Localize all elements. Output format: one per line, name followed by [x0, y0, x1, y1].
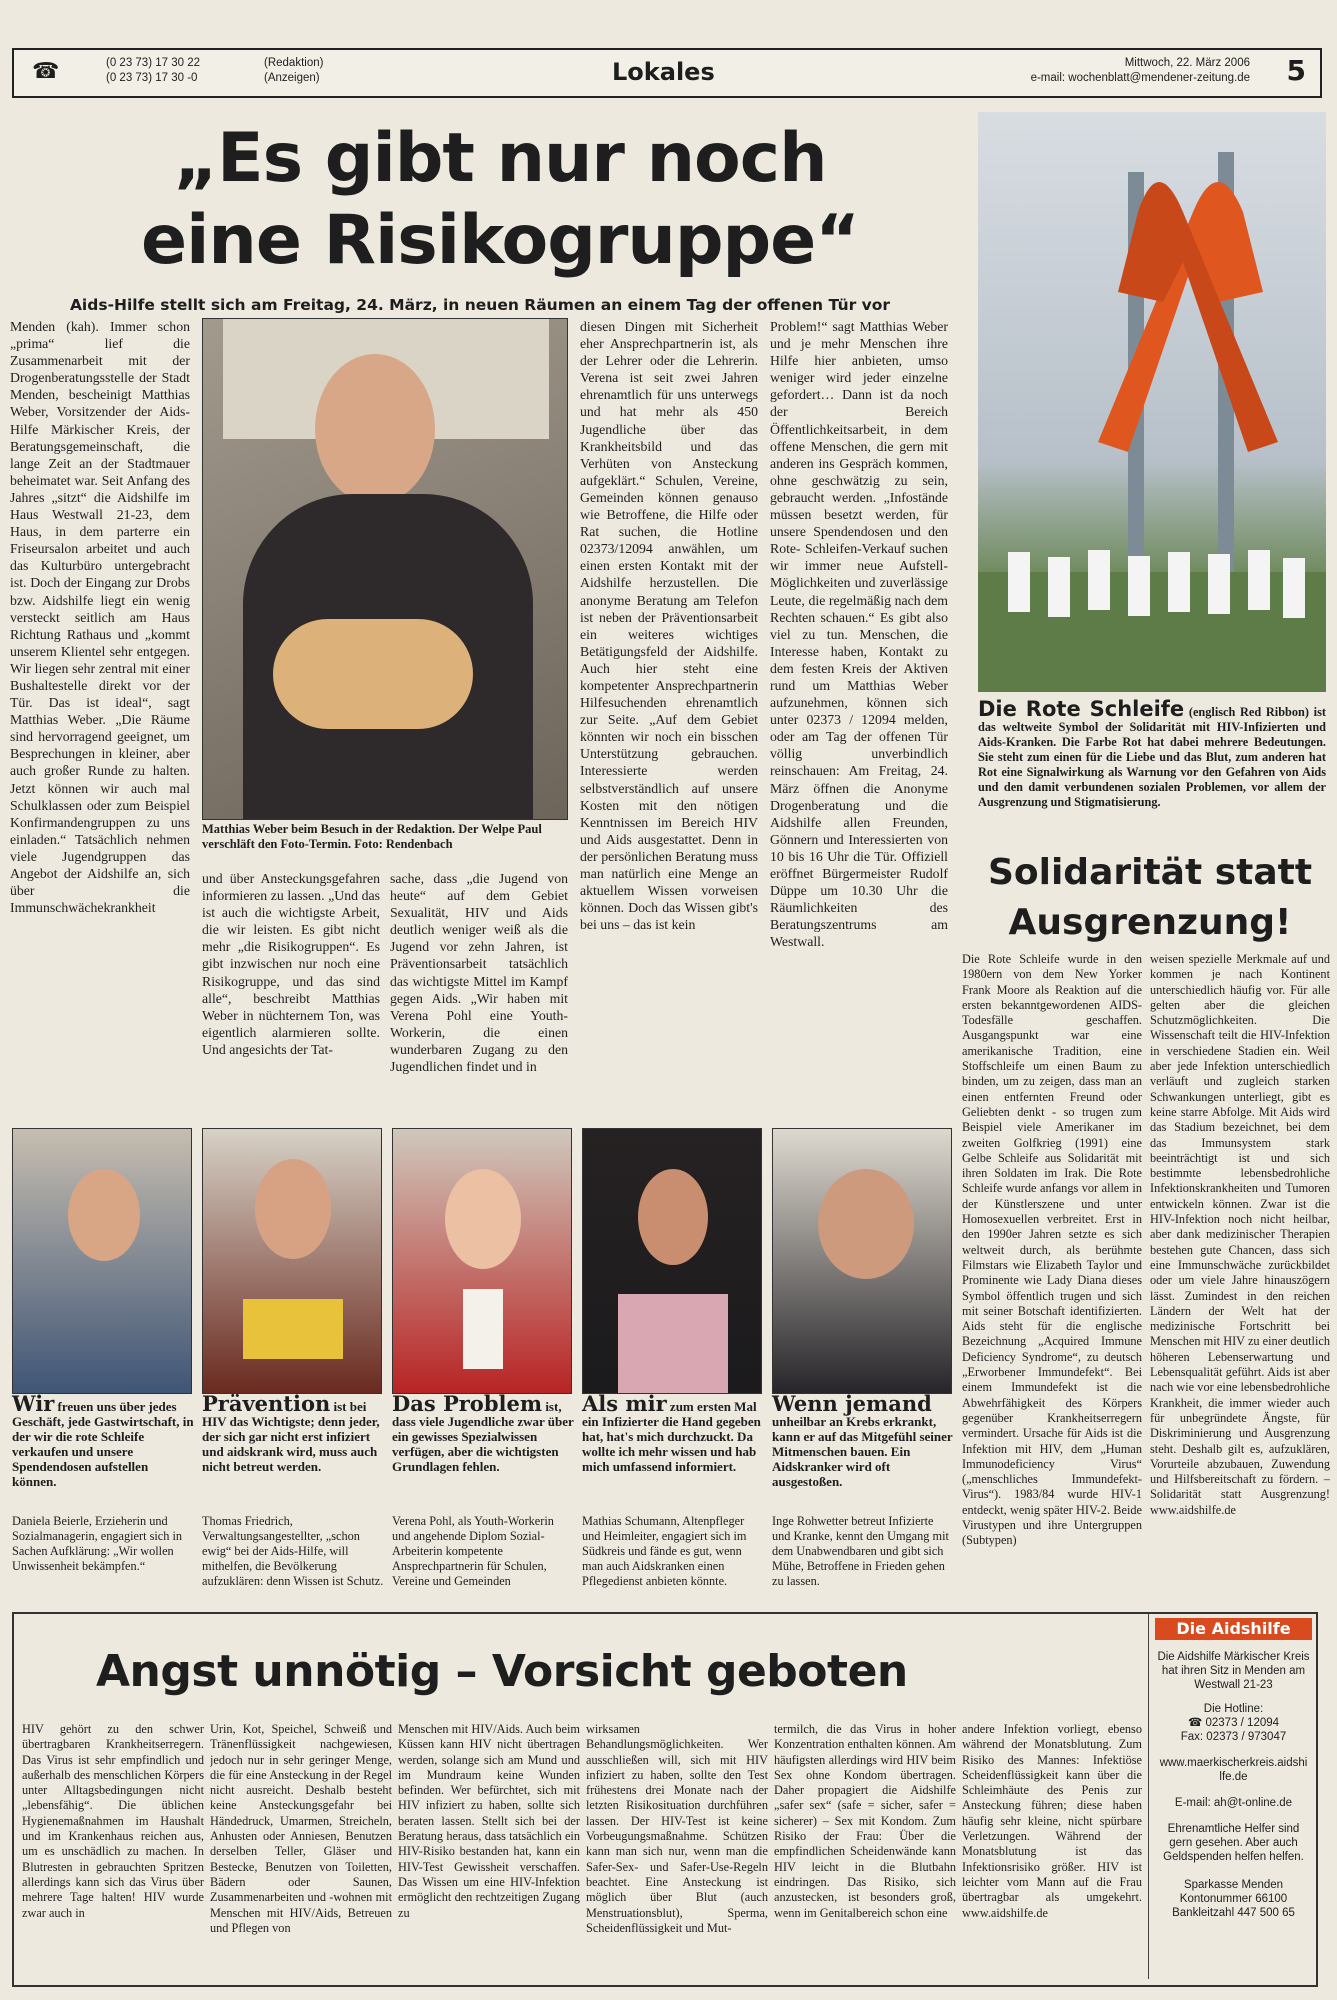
person-bio: Daniela Beierle, Erzieherin und Sozialmanagerin, engagiert sich in Sachen Aufklärung: „Wir wollen Unwissenheit bekämpfen.“ [12, 1514, 183, 1573]
quote-text: zum ersten Mal ein Infizierter die Hand gegeben hat, hat's mich durchzuckt. Da wollte ich mehr wissen und hab mich umfassend informiert. [582, 1399, 761, 1474]
face-shape [638, 1169, 708, 1265]
person-bio: Inge Rohwetter betreut Infizierte und Kranke, kennt den Umgang mit dem Unabwendbaren und gibt sich Mühe, Betroffene in Frieden gehen zu lassen. [772, 1514, 949, 1588]
hotline-number: ☎ 02373 / 12094 [1187, 1717, 1280, 1729]
phone-redaktion: (0 23 73) 17 30 22 [106, 57, 200, 69]
person-bio: Mathias Schumann, Altenpfleger und Heimleiter, engagiert sich im Südkreis und fände es gut, wenn man auch Aidskranken einen Pflegedienst anbieten könnte. [582, 1514, 747, 1588]
headline-line2: eine Risikogruppe“ [141, 201, 859, 280]
quote-praevention [202, 1391, 384, 1474]
photo-mathias-schumann [582, 1128, 762, 1394]
solidarity-column-2: weisen spezielle Merkmale auf und kommen je nach Kontinent unterschiedlich häufig vor. Für alle gelten aber die gleichen Schutzmöglichkeiten. Die Wissenschaft teilt die HIV-Infektion in verschiedene Stadien ein. Weil aber jede Infektion unterschiedlich verläuft und zugleich starken Schwankungen unterliegt, gibt es keine starre Abfolge. Mit Aids wird das Stadium bezeichnet, bei dem das Immunsystem stark beeinträchtigt ist und sich bestimmte lebensbedrohliche Infektionskrankheiten und Tumoren entwickeln können. Zwar ist die HIV-Infektion noch nicht heilbar, aber dank medizinischer Therapien bestehen gute Chancen, dass sich eine Immunschwäche zurückbildet oder um viele Jahre hinauszögern lässt. Zumindest in den reichen Ländern der Welt hat der medizinische Fortschritt bei Menschen mit HIV zu einer deutlich höheren Lebenserwartung und Lebensqualität geführt. Aids ist aber nach wie vor eine lebensbedrohliche Krankheit, die immer wieder auch für unbegründete Ängste, für Diskriminierung und Ausgrenzung steht. Deshalb gilt es, aufzuklären, Vorurteile abzubauen, Zuwendung und Hilfsbereitschaft zu fördern. – Solidarität statt Ausgrenzung! www.aidshilfe.de [1150, 952, 1330, 1517]
article-column-3: sache, dass „die Jugend von heute“ auf dem Gebiet Sexualität, HIV und Aids deutlich weniger weiß als die Jugend vor zehn Jahren, ist Präventionsarbeit tatsächlich das wichtigste Mittel im Kampf gegen Aids. „Wir haben mit Verena Pohl eine Youth-Workerin, die einen wunderbaren Zugang zu den Jugendlichen findet und in [390, 871, 568, 1075]
bottom-column-4: wirksamen Behandlungsmöglichkeiten. Wer ausschließen will, sich mit HIV infiziert zu haben, sollte den Test frühestens drei Monate nach der letzten Risikosituation durchführen lassen. Der HIV-Test ist keine Vorbeugungsmaßnahme. Schützen kann man sich nur, wenn man die Safer-Sex- und Safer-Use-Regeln beachtet. Eine Ansteckung ist möglich über Blut (auch Menstruationsblut), Sperma, Scheidenflüssigkeit und Mut- [586, 1722, 768, 1935]
date-email [1031, 56, 1250, 86]
bank-code: Bankleitzahl 447 500 65 [1172, 1907, 1295, 1919]
photo-daniela-beierle [12, 1128, 192, 1394]
quote-keyword: Das Problem [392, 1391, 543, 1416]
kind-anzeigen: (Anzeigen) [264, 72, 320, 84]
hotline-label: Die Hotline: [1203, 1703, 1264, 1715]
article-column-2: und über Ansteckungsgefahren informieren zu lassen. „Und das ist auch die wichtigste Arbeit, die wir leisten. Es gibt nicht mehr „die Risikogruppen“. Es gibt inzwischen nur noch eine Risikogruppe, und das sind alle“, beschreibt Matthias Weber in nüchternem Ton, was eigentlich alarmieren sollte. Und angesichts der Tat- [202, 871, 380, 1057]
article-column-4: diesen Dingen mit Sicherheit eher Ansprechpartnerin ist, als der Lehrer oder die Lehrerin. Verena ist seit zwei Jahren ehrenamtlich für uns unterwegs und hat mehr als 450 Jugendliche über das Krankheitsbild und das Verhüten von Ansteckung aufgeklärt.“ Schulen, Vereine, Gemeinden können genauso wie Betroffene, die Hilfe oder Rat suchen, die Hotline 02373/12094 anwählen, um einen ersten Kontakt mit der Aidshilfe herzustellen. Die anonyme Beratung am Telefon ist neben der Präventionsarbeit ein weiteres wichtiges Betätigungsfeld der Aidshilfe. Auch hier steht eine kompetenter Ansprechpartnerin Hilfesuchenden ehrenamtlich zur Seite. „Auf dem Gebiet könnten wir noch ein bisschen Unterstützung gebrauchen. Interessierte werden selbstverständlich auf unsere Kosten mit den nötigen Kenntnissen im Bereich HIV und Aids ausgestattet. Denn in der persönlichen Beratung muss man natürlich eine Menge an aktuellem Wissen vorweisen können. Doch das Wissen gibt's bei uns – das ist kein [580, 319, 758, 933]
phone-numbers [106, 56, 200, 86]
person-bio: Verena Pohl, als Youth-Workerin und angehende Diplom Sozial-Arbeiterin kompetente Ansprechpartnerin für Schulen, Vereine und Gemeinden [392, 1514, 554, 1588]
ribbon-caption-text: ist das weltweite Symbol der Solidarität mit HIV-Infizierten und Aids-Kranken. Die Farbe Rot hat dabei mehrere Bedeutungen. Sie steht zum einen für die Liebe und das Blut, zum anderen hat Rot eine Signalwirkung als Warnung vor den Gefahren von Aids und den damit verbundenen sozialen Problemen, vor allem der Ausgrenzung und Stigmatisierung. [978, 705, 1326, 809]
shirt-shape [463, 1289, 503, 1369]
quote-als-mir [582, 1391, 764, 1474]
photo-caption: Matthias Weber beim Besuch in der Redaktion. Der Welpe Paul verschläft den Foto-Termin. Foto: Rendenbach [202, 822, 542, 851]
aidshilfe-banner: Die Aidshilfe [1155, 1618, 1312, 1640]
bottom-column-1: HIV gehört zu den schwer übertragbaren Krankheitserregern. Das Virus ist sehr empfindlich und außerhalb des menschlichen Körpers unter Alltagsbedingungen nicht „lebensfähig“. Die üblichen Hygienemaßnahmen im Haushalt und im Krankenhaus reichen aus, um es unschädlich zu machen. In Blutresten in gebrauchten Spritzen allerdings kann sich das Virus über mehrere Tage halten! HIV wurde zwar auch in [22, 1722, 204, 1920]
email-address: e-mail: wochenblatt@mendener-zeitung.de [1030, 72, 1250, 84]
bottom-column-3: Menschen mit HIV/Aids. Auch beim Küssen kann HIV nicht übertragen werden, solange sich am Mund und im Mundraum keine Wunden befinden. Wer befürchtet, sich mit HIV infiziert zu haben, sollte sich beraten lassen. Stellt sich bei der Beratung heraus, dass tatsächlich ein HIV-Risiko bestanden hat, kann ein HIV-Test Gewissheit verschaffen. Das Wissen um eine HIV-Infektion ermöglicht den rechtzeitigen Zugang zu [398, 1722, 580, 1920]
helpers-note: Ehrenamtliche Helfer sind gern gesehen. Aber auch Geldspenden helfen helfen. [1163, 1823, 1304, 1863]
section-title: Lokales [612, 58, 715, 86]
quote-keyword: Wenn jemand [772, 1391, 932, 1416]
photo-verena-pohl [392, 1128, 572, 1394]
red-ribbon-icon [978, 112, 1326, 692]
photo-inge-rohwetter [772, 1128, 952, 1394]
face-shape [818, 1169, 914, 1279]
ribbon-caption [978, 697, 1326, 810]
face-shape [255, 1159, 331, 1259]
quote-problem [392, 1391, 574, 1474]
kind-redaktion: (Redaktion) [264, 57, 324, 69]
masthead [12, 48, 1322, 98]
headline [70, 118, 930, 282]
photo-matthias-weber [202, 318, 568, 820]
bank-account: Kontonummer 66100 [1179, 1893, 1288, 1905]
ribbon-caption-paren: (englisch Red Ribbon) [1188, 705, 1309, 719]
solidarity-line2: Ausgrenzung! [1008, 902, 1292, 943]
bottom-headline: Angst unnötig – Vorsicht geboten [96, 1646, 908, 1697]
ribbon-caption-title: Die Rote Schleife [978, 697, 1185, 721]
bottom-column-2: Urin, Kot, Speichel, Schweiß und Tränenflüssigkeit nachgewiesen, jedoch nur in sehr geringer Menge, die für eine Ansteckung in der Regel nicht ausreicht. Deshalb besteht keine Ansteckungsgefahr bei Händedruck, Umarmen, Streicheln, Anhusten oder Anniesen, Benutzen derselben Teller, Gläser und Bestecke, Benutzen von Toiletten, Bädern oder Saunen, Zusammenarbeiten und -wohnen mit Menschen mit HIV/Aids, Betreuen und Pflegen von [210, 1722, 392, 1935]
article-column-1: Menden (kah). Immer schon „prima“ lief die Zusammenarbeit mit der Drogenberatungsstelle der Stadt Menden, bescheinigt Matthias Weber, Vorsitzender der Aids-Hilfe Märkischer Kreis, der Beratungsgemeinschaft, die lange Zeit an der Stadtmauer beheimatet war. Seit Anfang des Jahres „sitzt“ die Aidshilfe im Haus Westwall 21-23, dem Haus, in dem parterre ein Friseursalon arbeitet und auch das Kulturbüro untergebracht ist. Doch der Eingang zur Drobs bzw. Aidshilfe liegt ein wenig versteckt seitlich am Haus Richtung Rathaus und „kommt unserem Klientel sehr entgegen. Wir liegen sehr zentral mit einer Bushaltestelle direkt vor der Tür. Das ist ideal“, sagt Matthias Weber. „Die Räume sind hervorragend geeignet, um Besprechungen in kleiner, aber auch großer Runde zu halten. Jetzt können wir auch mal Schulklassen oder zum Beispiel Konfirmandengruppen zu uns einladen.“ Tatsächlich nehmen viele Jugendgruppen das Angebot der Aidshilfe an, sich über die Immunschwächekrankheit [10, 319, 190, 916]
quote-text: unheilbar an Krebs erkrankt, kann er auf das Mitgefühl seiner Mitmenschen bauen. Ein Aidskranker wird oft ausgestoßen. [772, 1414, 953, 1489]
aidshilfe-intro: Die Aidshilfe Märkischer Kreis hat ihren Sitz in Menden am Westwall 21-23 [1157, 1651, 1310, 1691]
quote-text: freuen uns über jedes Geschäft, jede Gastwirtschaft, in der wir die rote Schleife verkaufen und unsere Spendendosen aufstellen können. [12, 1399, 194, 1489]
photo-thomas-friedrich [202, 1128, 382, 1394]
fax-number: Fax: 02373 / 973047 [1180, 1731, 1287, 1743]
quote-keyword: Wir [12, 1391, 55, 1416]
quote-wenn-jemand [772, 1391, 954, 1489]
solidarity-headline [958, 848, 1337, 948]
photo-red-ribbon [978, 112, 1326, 692]
quote-keyword: Als mir [582, 1391, 667, 1416]
shirt-shape [243, 1299, 343, 1359]
quote-text: ist bei HIV das Wichtigste; denn jeder, der sich gar nicht erst infiziert und aidskrank wird, muss auch nicht betreut werden. [202, 1399, 380, 1474]
quote-text: ist, dass viele Jugendliche zwar über ein gewisses Spezialwissen verfügen, aber die wichtigsten Grundlagen fehlen. [392, 1399, 574, 1474]
quote-keyword: Prävention [202, 1391, 331, 1416]
phone-kinds [264, 56, 323, 86]
email-link[interactable]: E-mail: ah@t-online.de [1174, 1797, 1293, 1809]
face-shape [315, 354, 435, 504]
phone-icon: ☎ [32, 59, 60, 84]
person-bio: Thomas Friedrich, Verwaltungsangestellter, „schon ewig“ bei der Aids-Hilfe, will mithelfen, die Bevölkerung aufzuklären: denn Wissen ist Schutz. [202, 1514, 384, 1588]
quote-wir [12, 1391, 194, 1489]
puppy-shape [273, 619, 473, 729]
phone-anzeigen: (0 23 73) 17 30 -0 [106, 72, 198, 84]
solidarity-column-1: Die Rote Schleife wurde in den 1980ern von dem New Yorker Frank Moore als Reaktion auf die ersten bekanntgewordenen AIDS-Todesfälle geschaffen. Ausgangspunkt war eine amerikanische Tradition, eine Stoffschleife um einen Baum zu binden, um zu zeigen, dass man an einen entfernten Freund oder Geliebten denkt - so trugen zum Beispiel viele Amerikaner im zweiten Golfkrieg (1991) eine Gelbe Schleife aus Solidarität mit ihren Soldaten im Irak. Die Rote Schleife wurde anfangs vor allem in der Künstlerszene und unter Homosexuellen verbreitet. Erst in den 1990er Jahren setzte es sich weltweit durch, als berühmte Filmstars wie Elizabeth Taylor und Prominente wie Lady Diana dieses Symbol öffentlich trugen und sich mit seiner Botschaft identifizierten. Aids steht für die englische Bezeichnung „Acquired Immune Deficiency Syndrome“, zu deutsch „Erworbener Immundefekt“. Bei einem Immundefekt ist die Abwehrfähigkeit des Körpers gegenüber Krankheitserregern vermindert. Ursache für Aids ist die Infektion mit HIV, dem „Human Immunodeficiency Virus“ („menschliches Immundefekt-Virus“). 1983/84 wurde HIV-1 entdeckt, wenig später HIV-2. Beide Virustypen und ihre Untergruppen (Subtypen) [962, 952, 1142, 1548]
bottom-column-5: termilch, die das Virus in hoher Konzentration enthalten können. Am häufigsten allerdings wird HIV beim Sex ohne Kondom übertragen. Daher propagiert die Aidshilfe „safer sex“ (safe = sicher, safer = sicherer) – Sex mit Kondom. Zum Risiko der Frau: Über die empfindlichen Scheidenwände kann HIV leicht in die Blutbahn eindringen. Das Risiko, sich anzustecken, ist besonders groß, wenn im Genitalbereich schon eine [774, 1722, 956, 1920]
website-link[interactable]: www.maerkischerkreis.aidshilfe.de [1159, 1757, 1308, 1783]
headline-line1: „Es gibt nur noch [173, 119, 827, 198]
article-column-5: Problem!“ sagt Matthias Weber und je mehr Menschen ihre Hilfe hier anbieten, umso weniger wird jeder einzelne gefordert… Dann ist da noch der Bereich Öffentlichkeitsarbeit, in dem offene Menschen, die gern mit anderen ins Gespräch kommen, ohne geschwätzig zu sein, gebraucht werden. „Infostände müssen besetzt werden, für unsere Spendendosen und den Rote- Schleifen-Verkauf suchen wir immer neue Aufstell-Möglichkeiten und zuverlässige Leute, die regelmäßig nach dem Rechten schauen.“ Es gibt also viel zu tun. Menschen, die Interesse haben, Kontakt zu dem festen Kreis der Aktiven rund um Matthias Weber aufzunehmen, können sich unter 02373 / 12094 melden, oder am Tag der offenen Tür völlig unverbindlich reinschauen: Am Freitag, 24. März öffnen die Anonyme Drogenberatung und die Aidshilfe allen Freunden, Gönnern und Interessierten von 10 bis 16 Uhr die Tür. Offiziell eröffnet Bürgermeister Rudolf Düppe um 10.30 Uhr die Räumlichkeiten des Beratungszentrums am Westwall. [770, 319, 948, 950]
aidshilfe-infobox [1148, 1614, 1318, 1979]
shirt-shape [618, 1294, 728, 1394]
page-number: 5 [1286, 54, 1306, 87]
face-shape [68, 1169, 140, 1261]
bank-name: Sparkasse Menden [1183, 1879, 1284, 1891]
solidarity-line1: Solidarität statt [987, 852, 1313, 893]
face-shape [445, 1169, 521, 1269]
subheadline: Aids-Hilfe stellt sich am Freitag, 24. März, in neuen Räumen an einem Tag der offenen Tür vor [69, 296, 891, 314]
bottom-column-6: andere Infektion vorliegt, ebenso während der Monatsblutung. Zum Risiko des Mannes: Infektiöse Scheidenflüssigkeit kann über die Schleimhäute des Penis zur Ansteckung führen; diese haben häufig sehr kleine, nicht spürbare Verletzungen. Während der Monatsblutung ist das Infektionsrisiko größer. HIV ist leichter vom Mann auf die Frau übertragbar als umgekehrt. www.aidshilfe.de [962, 1722, 1142, 1920]
issue-date: Mittwoch, 22. März 2006 [1124, 57, 1250, 69]
